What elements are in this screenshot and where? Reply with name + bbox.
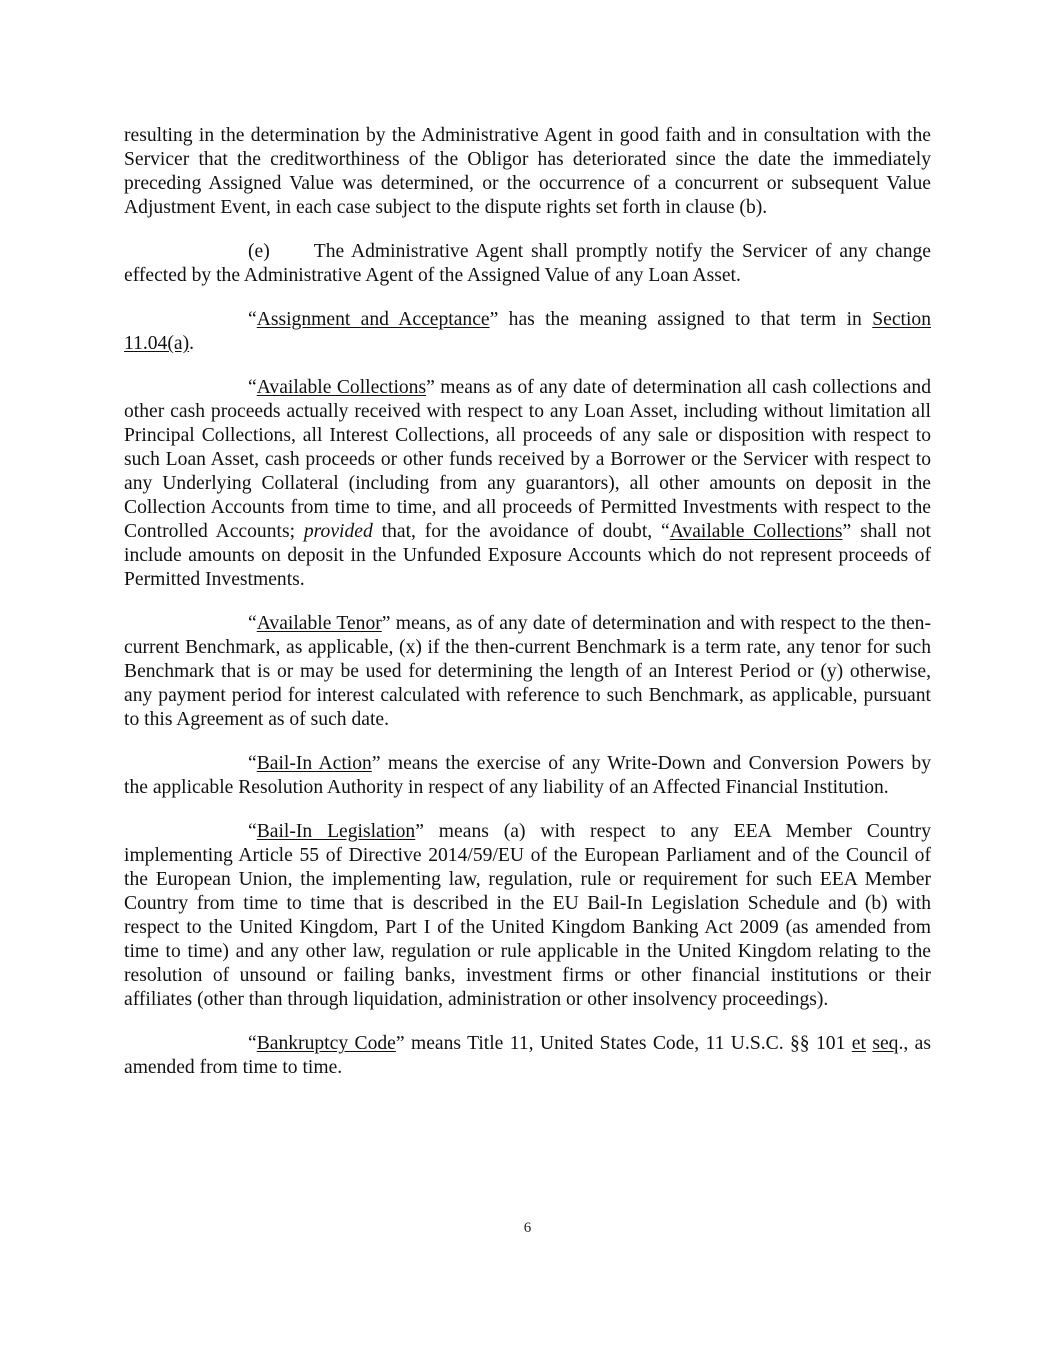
defined-term: Available Collections (669, 521, 843, 542)
close-quote: ” (489, 309, 499, 330)
defined-term: Available Tenor (256, 613, 382, 634)
definition-text: means Title 11, United States Code, 11 U.S.C. §§ 101 (404, 1033, 852, 1054)
close-quote: ” (381, 613, 391, 634)
open-quote: “ (248, 377, 257, 398)
underlined-seq: seq (872, 1033, 899, 1054)
open-quote: “ (248, 821, 257, 842)
definition-text: has the meaning assigned to that term in (498, 309, 873, 330)
definition-text: that, for the avoidance of doubt, (372, 521, 662, 542)
open-quote: “ (248, 753, 257, 774)
paragraph-assigned-value-continuation (124, 124, 931, 220)
close-quote: ” (371, 753, 381, 774)
close-quote: ” (842, 521, 852, 542)
defined-term: Assignment and Acceptance (256, 309, 490, 330)
definition-text: means (a) with respect to any EEA Member Country implementing Article 55 of Directive 2014/59/EU of the European Parliament and of the Council of the European Union, the implementing law, regulation, rule or requirement for such EEA Member Country from time to time that is described in the EU Bail-In Legislation Schedule and (b) with respect to the United Kingdom, Part I of the United Kingdom Banking Act 2009 (as amended from time to time) and any other law, regulation or rule applicable in the United Kingdom relating to the resolution of unsound or failing banks, investment firms or other financial institutions or their affiliates (other than through liquidation, administration or other insolvency proceedings). (124, 821, 931, 1010)
page-number: 6 (523, 1220, 532, 1236)
defined-term: Bail-In Legislation (256, 821, 416, 842)
definition-text: means the exercise of any Write-Down and Conversion Powers by the applicable Resolution Authority in respect of any liability of an Affected Financial Institution. (124, 753, 931, 798)
italic-provided: provided (303, 521, 373, 542)
underlined-et: et (851, 1033, 866, 1054)
paragraph-clause-e (124, 240, 931, 288)
close-quote: ” (426, 377, 435, 398)
definition-bail-in-legislation (124, 820, 931, 1012)
close-quote: ” (395, 1033, 405, 1054)
definition-bail-in-action (124, 752, 931, 800)
definition-available-collections (124, 376, 931, 592)
definition-available-tenor (124, 612, 931, 732)
clause-label: (e) (248, 241, 270, 262)
paragraph-text: The Administrative Agent shall promptly notify the Servicer of any change effected by the Administrative Agent of the Assigned Value of any Loan Asset. (124, 241, 931, 286)
definition-text: means as of any date of determination all cash collections and other cash proceeds actually received with respect to any Loan Asset, including without limitation all Principal Collections, all Interest Collections, all proceeds of any sale or disposition with respect to such Loan Asset, cash proceeds or other funds received by a Borrower or the Servicer with respect to any Underlying Collateral (including from any guarantors), all other amounts on deposit in the Collection Accounts from time to time, and all proceeds of Permitted Investments with respect to the Controlled Accounts; (124, 377, 931, 542)
open-quote: “ (248, 1033, 257, 1054)
document-page (124, 124, 931, 1100)
definition-text: ., as amended from time to time. (124, 1033, 931, 1078)
defined-term: Available Collections (256, 377, 427, 398)
section-reference: Section 11.04(a) (124, 309, 931, 354)
paragraph-text: resulting in the determination by the Administrative Agent in good faith and in consultation with the Servicer that the creditworthiness of the Obligor has deteriorated since the date the immediately preceding Assigned Value was determined, or the occurrence of a concurrent or subsequent Value Adjustment Event, in each case subject to the dispute rights set forth in clause (b). (124, 125, 931, 218)
open-quote: “ (248, 613, 257, 634)
defined-term: Bankruptcy Code (256, 1033, 396, 1054)
open-quote: “ (248, 309, 257, 330)
definition-text: . (189, 333, 195, 354)
definition-text: shall not include amounts on deposit in the Unfunded Exposure Accounts which do not represent proceeds of Permitted Investments. (124, 521, 931, 590)
definition-assignment-and-acceptance (124, 308, 931, 356)
definition-bankruptcy-code (124, 1032, 931, 1080)
open-quote: “ (661, 521, 670, 542)
close-quote: ” (415, 821, 424, 842)
defined-term: Bail-In Action (256, 753, 372, 774)
definition-text: means, as of any date of determination and with respect to the then-current Benchmark, as applicable, (x) if the then-current Benchmark is a term rate, any tenor for such Benchmark that is or may be used for determining the length of an Interest Period or (y) otherwise, any payment period for interest calculated with reference to such Benchmark, as applicable, pursuant to this Agreement as of such date. (124, 613, 932, 730)
